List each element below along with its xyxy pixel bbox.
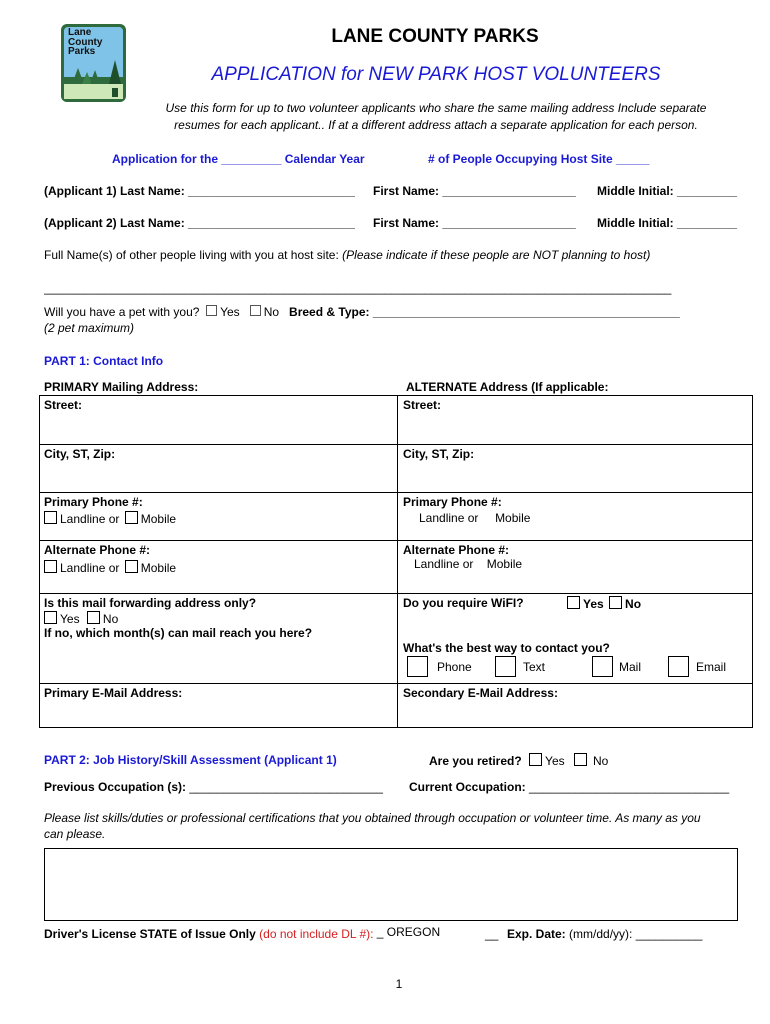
forwarding-no-label: No [102, 612, 119, 626]
logo-line1: Lane [68, 27, 92, 38]
exp-date-blank[interactable]: (mm/dd/yy): __________ [569, 927, 703, 941]
current-occupation-field[interactable] [409, 780, 729, 794]
alt-primary-mobile-label[interactable]: Mobile [495, 511, 531, 525]
current-occupation-label: Current Occupation: [409, 780, 526, 794]
contact-email-checkbox[interactable] [668, 656, 689, 677]
primary-phone-type [44, 511, 176, 526]
wifi-no-label: No [625, 597, 642, 611]
application-year-field[interactable]: Application for the _________ Calendar Year [112, 152, 365, 166]
pet-breed-field[interactable]: Breed & Type: ______________________________________________ [289, 305, 680, 319]
skills-instruction-line-2: can please. [44, 827, 106, 841]
applicant1-last-name-field[interactable]: (Applicant 1) Last Name: _________________________ [44, 184, 355, 198]
logo-line3: Parks [68, 46, 96, 57]
primary-email-field[interactable]: Primary E-Mail Address: [44, 686, 183, 700]
table-row-border-5 [39, 683, 753, 684]
previous-occupation-field[interactable] [44, 780, 383, 794]
alternate-primary-phone-field[interactable]: Primary Phone #: [403, 495, 502, 509]
retired-question: Are you retired? [429, 754, 522, 768]
primary-phone-field[interactable]: Primary Phone #: [44, 495, 143, 509]
wifi-row [403, 596, 524, 610]
primary-address-heading: PRIMARY Mailing Address: [44, 380, 199, 394]
primary-city-field[interactable]: City, ST, Zip: [44, 447, 116, 461]
logo-line2: County [68, 36, 103, 48]
dl-note: (do not include DL #): [259, 927, 374, 941]
contact-mail-checkbox[interactable] [592, 656, 613, 677]
pet-yes-label: Yes [220, 305, 240, 319]
applicant2-first-name-field[interactable]: First Name: ____________________ [373, 216, 576, 230]
previous-occupation-blank[interactable]: _____________________________ [189, 780, 383, 794]
alternate-mobile-checkbox[interactable] [125, 560, 138, 573]
retired-yes-checkbox[interactable] [529, 753, 542, 766]
table-right-border [752, 395, 753, 728]
page-number: 1 [395, 977, 403, 991]
primary-landline-label: Landline or [60, 512, 120, 526]
table-bottom-border [39, 727, 753, 728]
alternate-primary-phone-type [419, 511, 530, 525]
other-occupants-note: (Please indicate if these people are NOT planning to host) [342, 248, 651, 262]
contact-method-question: What's the best way to contact you? [403, 641, 610, 655]
contact-text-checkbox[interactable] [495, 656, 516, 677]
previous-occupation-label: Previous Occupation (s): [44, 780, 187, 794]
alternate-phone-type [44, 560, 176, 575]
wifi-yes-checkbox[interactable] [567, 596, 580, 609]
table-top-border [39, 395, 753, 396]
form-subtitle: APPLICATION for NEW PARK HOST VOLUNTEERS [211, 64, 661, 85]
primary-mobile-checkbox[interactable] [125, 511, 138, 524]
pet-no-label: No [263, 305, 280, 319]
contact-text-label: Text [523, 660, 546, 674]
other-occupants-question: Full Name(s) of other people living with you at host site: [44, 248, 339, 262]
other-occupants-label [44, 248, 650, 262]
alternate-landline-checkbox[interactable] [44, 560, 57, 573]
other-occupants-blank[interactable]: ______________________________________________________________________________________________ [44, 281, 672, 295]
exp-date-field[interactable] [507, 927, 702, 941]
intro-line-1: Use this form for up to two volunteer applicants who share the same mailing address Include separate [165, 101, 707, 115]
part2-heading: PART 2: Job History/Skill Assessment (Applicant 1) [44, 753, 337, 767]
alternate-address-heading: ALTERNATE Address (If applicable: [406, 380, 609, 394]
primary-mobile-label: Mobile [140, 512, 177, 526]
table-row-border-1 [39, 444, 753, 445]
alt-alternate-mobile-label[interactable]: Mobile [486, 557, 523, 571]
months-question: If no, which month(s) can mail reach you here? [44, 626, 313, 640]
pet-max-note: (2 pet maximum) [44, 321, 135, 335]
retired-no-checkbox[interactable] [574, 753, 587, 766]
forwarding-no-checkbox[interactable] [87, 611, 100, 624]
exp-date-label: Exp. Date: [507, 927, 566, 941]
retired-row [429, 753, 608, 768]
forwarding-yes-checkbox[interactable] [44, 611, 57, 624]
alt-primary-landline-label[interactable]: Landline or [419, 511, 479, 525]
intro-line-2: resumes for each applicant.. If at a different address attach a separate application for each person. [174, 118, 698, 132]
alternate-landline-label: Landline or [60, 561, 120, 575]
applicant2-last-name-field[interactable]: (Applicant 2) Last Name: _________________________ [44, 216, 355, 230]
contact-email-label: Email [696, 660, 727, 674]
current-occupation-blank[interactable]: ______________________________ [529, 780, 730, 794]
pet-no-checkbox[interactable] [250, 305, 261, 316]
forwarding-yes-label: Yes [60, 612, 80, 626]
forwarding-options [44, 611, 118, 626]
dl-state-field[interactable]: _ OREGON [376, 925, 441, 939]
dl-tail-blank[interactable]: __ [485, 927, 499, 941]
alt-address-alternate-phone-type [414, 557, 522, 571]
table-row-border-3 [39, 540, 753, 541]
alt-alternate-landline-label[interactable]: Landline or [414, 557, 474, 571]
applicant1-middle-initial-field[interactable]: Middle Initial: _________ [597, 184, 738, 198]
wifi-no-checkbox[interactable] [609, 596, 622, 609]
table-middle-border [397, 395, 398, 728]
form-title: LANE COUNTY PARKS [331, 26, 539, 47]
part1-heading: PART 1: Contact Info [44, 354, 164, 368]
table-row-border-4 [39, 593, 753, 594]
dl-state-label: Driver's License STATE of Issue Only [44, 927, 256, 941]
alternate-phone-field[interactable]: Alternate Phone #: [44, 543, 151, 557]
primary-street-field[interactable]: Street: [44, 398, 83, 412]
forwarding-question: Is this mail forwarding address only? [44, 596, 257, 610]
people-count-field[interactable]: # of People Occupying Host Site _____ [428, 152, 650, 166]
alternate-mobile-label: Mobile [140, 561, 177, 575]
drivers-license-row [44, 927, 440, 941]
table-left-border [39, 395, 40, 728]
contact-phone-label: Phone [437, 660, 472, 674]
alternate-city-field[interactable]: City, ST, Zip: [403, 447, 475, 461]
wifi-options [567, 596, 641, 611]
applicant2-middle-initial-field[interactable]: Middle Initial: _________ [597, 216, 738, 230]
contact-phone-checkbox[interactable] [407, 656, 428, 677]
retired-yes-label: Yes [545, 754, 565, 768]
alternate-street-field[interactable]: Street: [403, 398, 442, 412]
skills-textarea[interactable] [44, 848, 738, 921]
pet-question: Will you have a pet with you? [44, 305, 200, 319]
pet-yes-checkbox[interactable] [206, 305, 217, 316]
secondary-email-field[interactable]: Secondary E-Mail Address: [403, 686, 558, 700]
skills-instruction-line-1: Please list skills/duties or professional certifications that you obtained through occupation or volunteer time. As many as you [44, 811, 701, 825]
wifi-yes-label: Yes [583, 597, 604, 611]
wifi-question: Do you require WiFI? [403, 596, 524, 610]
pet-question-row [44, 305, 680, 319]
retired-no-label: No [592, 754, 609, 768]
alt-address-alternate-phone-field[interactable]: Alternate Phone #: [403, 543, 510, 557]
table-row-border-2 [39, 492, 753, 493]
contact-mail-label: Mail [619, 660, 642, 674]
primary-landline-checkbox[interactable] [44, 511, 57, 524]
applicant1-first-name-field[interactable]: First Name: ____________________ [373, 184, 576, 198]
